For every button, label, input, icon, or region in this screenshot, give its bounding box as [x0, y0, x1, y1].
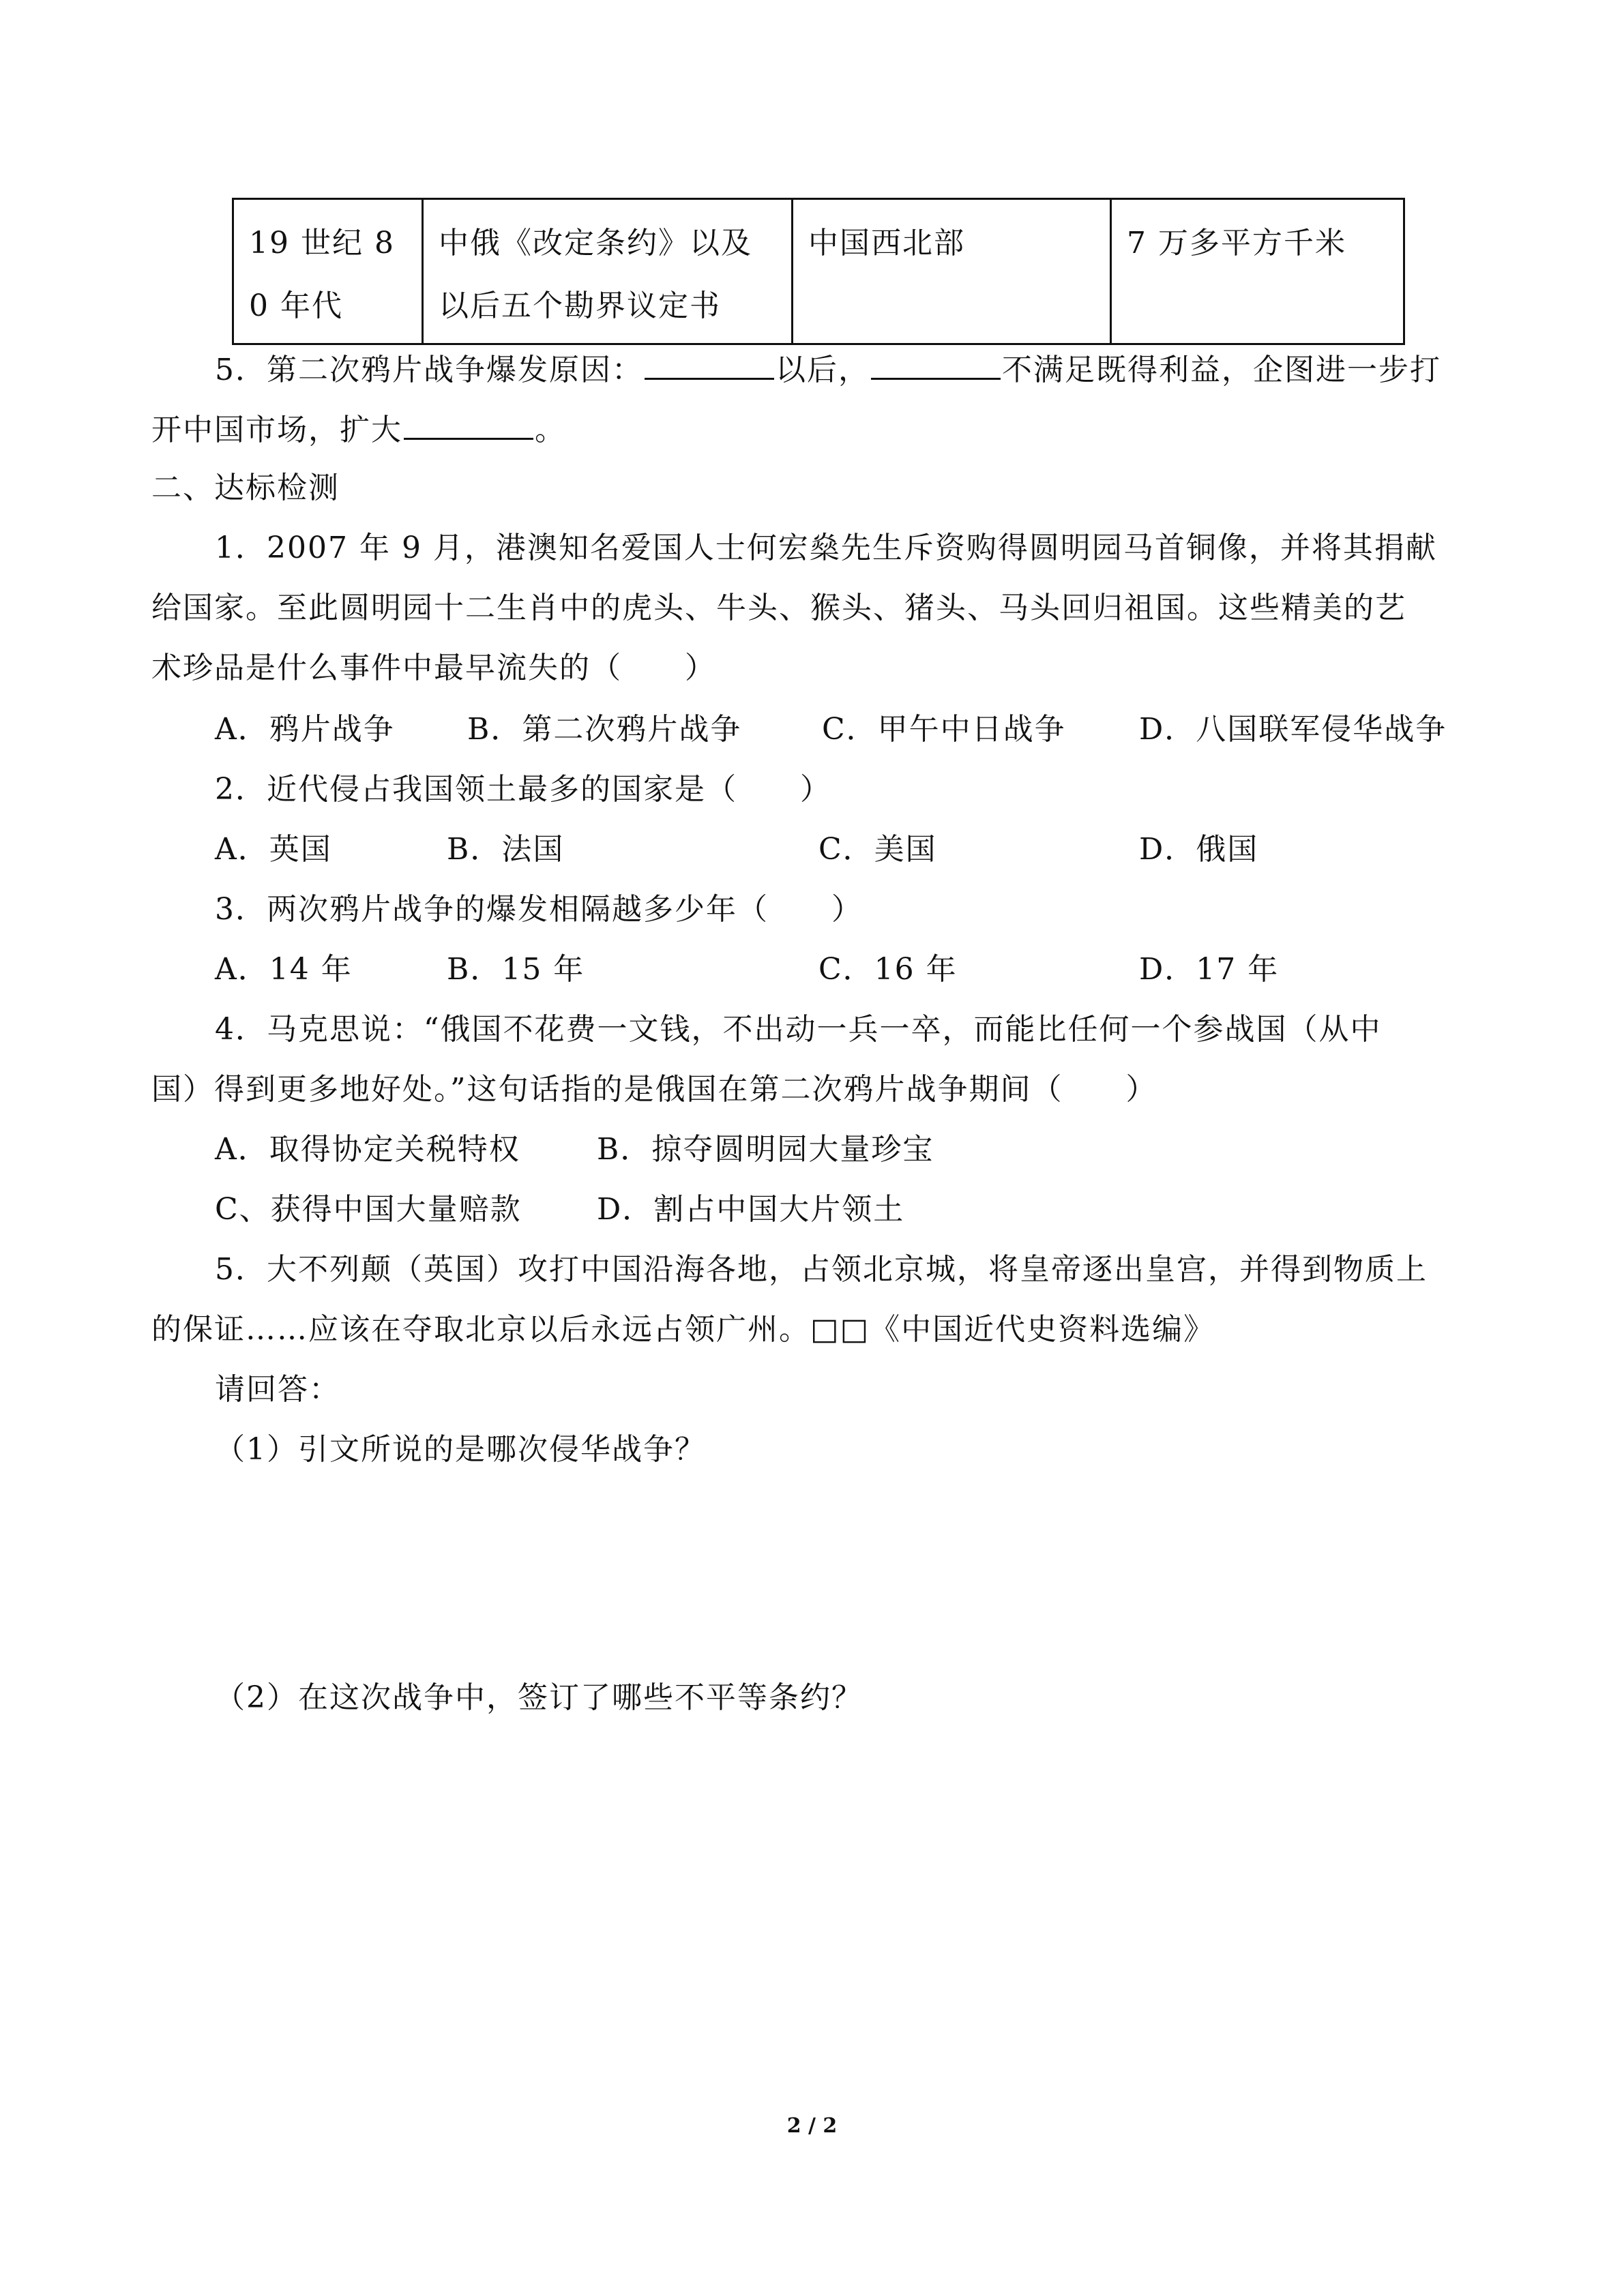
option-a[interactable]: A．英国	[215, 832, 332, 867]
question-3-stem: 3．两次鸦片战争的爆发相隔越多少年（ ）	[215, 892, 863, 927]
table-cell-area: 7 万多平方千米	[1111, 199, 1404, 344]
section-heading: 二、达标检测	[151, 471, 340, 505]
question-5-prompt: 请回答：	[215, 1372, 340, 1407]
question-4-line: 国）得到更多地好处。”这句话指的是俄国在第二次鸦片战争期间（ ）	[151, 1072, 1157, 1107]
territory-table	[232, 198, 1405, 345]
question-5-sub-2: （2）在这次战争中，签订了哪些不平等条约？	[215, 1680, 863, 1715]
fill-in-text: 5．第二次鸦片战争爆发原因：	[215, 353, 643, 387]
page-number: 2 / 2	[786, 2114, 838, 2138]
option-d[interactable]: D．割占中国大片领土	[597, 1192, 905, 1227]
answer-blank[interactable]	[404, 408, 533, 440]
table-cell-region: 中国西北部	[793, 199, 1111, 344]
option-d[interactable]: D．17 年	[1139, 952, 1280, 987]
option-a[interactable]: A．14 年	[215, 952, 353, 987]
option-d[interactable]: D．八国联军侵华战争	[1139, 712, 1447, 747]
fill-in-question-5-line2	[151, 408, 566, 451]
table-cell-period: 19 世纪 80 年代	[233, 199, 423, 344]
fill-in-question-5	[215, 348, 1441, 391]
option-c[interactable]: C．16 年	[818, 952, 958, 987]
question-1-options	[215, 709, 1511, 750]
question-1-line: 给国家。至此圆明园十二生肖中的虎头、牛头、猴头、猪头、马头回归祖国。这些精美的艺	[151, 591, 1406, 625]
fill-in-text: 以后，	[776, 353, 870, 387]
fill-in-text: 。	[535, 413, 566, 447]
question-4-options-row2	[215, 1189, 1511, 1230]
question-5-sub-1: （1）引文所说的是哪次侵华战争？	[215, 1432, 706, 1467]
fill-in-text: 开中国市场，扩大	[151, 413, 402, 447]
question-1-line: 术珍品是什么事件中最早流失的（ ）	[151, 651, 716, 685]
answer-blank[interactable]	[871, 348, 1001, 380]
question-2-options	[215, 829, 1511, 870]
option-c[interactable]: C、获得中国大量赔款	[215, 1192, 522, 1227]
option-c[interactable]: C．甲午中日战争	[822, 712, 1066, 747]
question-2-stem: 2．近代侵占我国领土最多的国家是（ ）	[215, 772, 831, 807]
question-1-line: 1．2007 年 9 月，港澳知名爱国人士何宏燊先生斥资购得圆明园马首铜像，并将其捐献	[215, 531, 1437, 565]
question-4-line: 4．马克思说：“俄国不花费一文钱，不出动一兵一卒，而能比任何一个参战国（从中	[215, 1012, 1382, 1047]
option-b[interactable]: B．15 年	[447, 952, 585, 987]
option-b[interactable]: B．法国	[447, 832, 565, 867]
question-5-line: 的保证……应该在夺取北京以后永远占领广州。□□《中国近代史资料选编》	[151, 1312, 1215, 1347]
option-b[interactable]: B．掠夺圆明园大量珍宝	[597, 1132, 934, 1167]
fill-in-text: 不满足既得利益，企图进一步打	[1002, 353, 1441, 387]
option-d[interactable]: D．俄国	[1139, 832, 1259, 867]
table-row	[233, 199, 1404, 344]
option-b[interactable]: B．第二次鸦片战争	[467, 712, 742, 747]
question-3-options	[215, 949, 1511, 990]
table-cell-treaty: 中俄《改定条约》以及以后五个勘界议定书	[423, 199, 793, 344]
option-a[interactable]: A．取得协定关税特权	[215, 1132, 520, 1167]
question-4-options-row1	[215, 1129, 1511, 1170]
question-5-line: 5．大不列颠（英国）攻打中国沿海各地，占领北京城，将皇帝逐出皇宫，并得到物质上	[215, 1252, 1428, 1287]
option-c[interactable]: C．美国	[818, 832, 937, 867]
option-a[interactable]: A．鸦片战争	[215, 712, 395, 747]
answer-blank[interactable]	[645, 348, 774, 380]
